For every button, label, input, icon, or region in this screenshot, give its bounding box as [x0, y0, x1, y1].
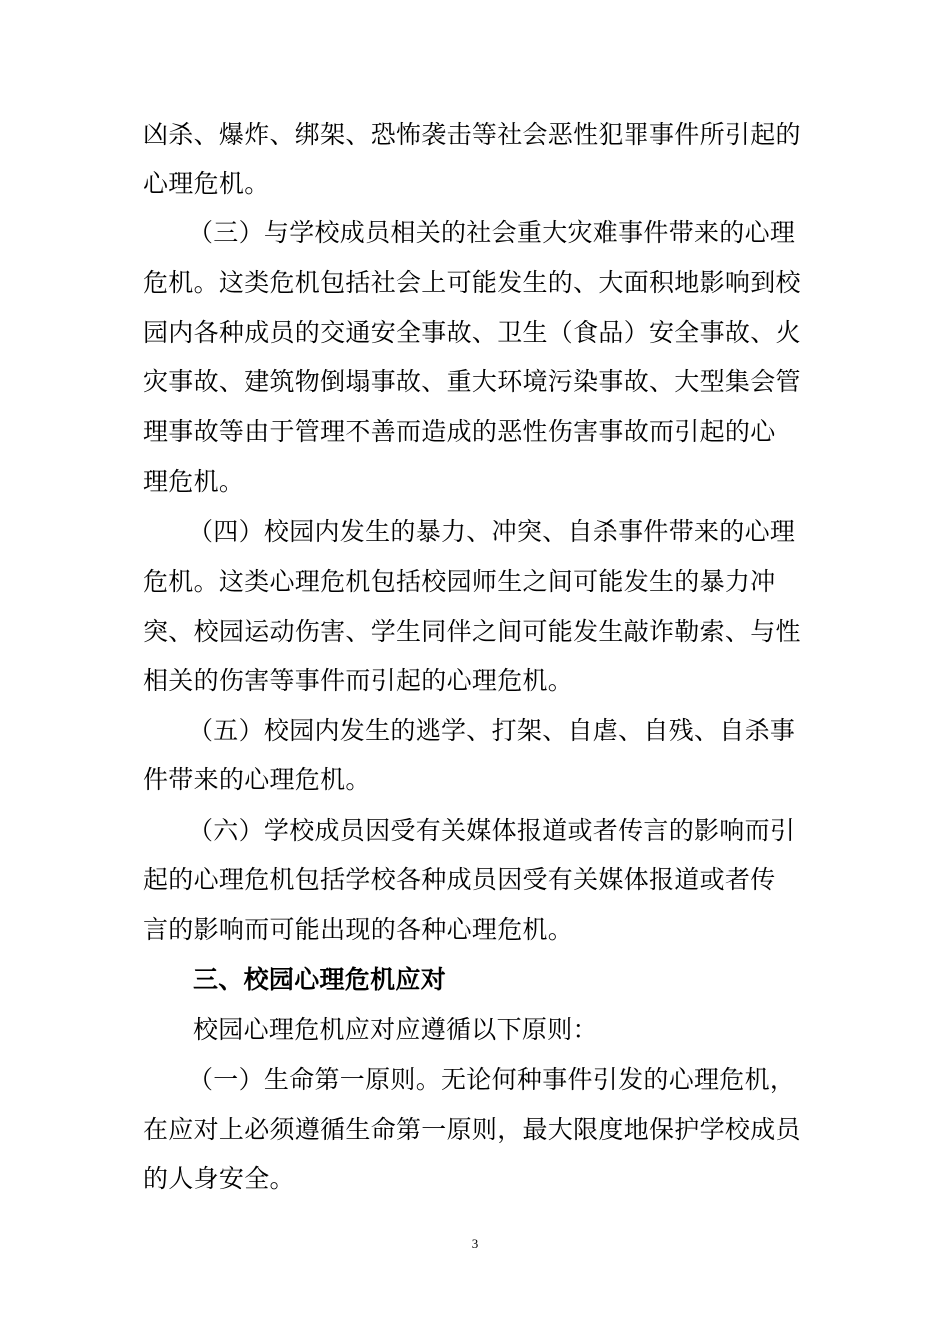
text-line: （一）生命第一原则。无论何种事件引发的心理危机，: [188, 1065, 796, 1094]
text-line: 言的影响而可能出现的各种心理危机。: [143, 915, 574, 944]
text-line: （六）学校成员因受有关媒体报道或者传言的影响而引: [188, 816, 796, 845]
text-line: 理危机。: [143, 467, 245, 496]
text-line: 灾事故、建筑物倒塌事故、重大环境污染事故、大型集会管: [143, 367, 801, 396]
text-line: （三）与学校成员相关的社会重大灾难事件带来的心理: [188, 218, 796, 247]
text-line: 件带来的心理危机。: [143, 765, 371, 794]
text-line: 理事故等由于管理不善而造成的恶性伤害事故而引起的心: [143, 417, 776, 446]
text-line: （四）校园内发生的暴力、冲突、自杀事件带来的心理: [188, 517, 796, 546]
text-line: 突、校园运动伤害、学生同伴之间可能发生敲诈勒索、与性: [143, 617, 801, 646]
text-line: 的人身安全。: [143, 1164, 295, 1193]
text-line: 心理危机。: [143, 169, 270, 198]
text-line: 在应对上必须遵循生命第一原则，最大限度地保护学校成员: [143, 1115, 801, 1144]
text-line: 凶杀、爆炸、绑架、恐怖袭击等社会恶性犯罪事件所引起的: [143, 120, 801, 149]
text-line: 相关的伤害等事件而引起的心理危机。: [143, 666, 574, 695]
section-heading: 三、校园心理危机应对: [193, 965, 447, 994]
text-line: 校园心理危机应对应遵循以下原则：: [193, 1015, 598, 1044]
text-line: 起的心理危机包括学校各种成员因受有关媒体报道或者传: [143, 865, 776, 894]
text-line: 危机。这类心理危机包括校园师生之间可能发生的暴力冲: [143, 567, 776, 596]
page-number: 3: [471, 1236, 479, 1251]
text-line: 园内各种成员的交通安全事故、卫生（食品）安全事故、火: [143, 318, 801, 347]
text-line: （五）校园内发生的逃学、打架、自虐、自残、自杀事: [188, 716, 796, 745]
text-line: 危机。这类危机包括社会上可能发生的、大面积地影响到校: [143, 268, 801, 297]
